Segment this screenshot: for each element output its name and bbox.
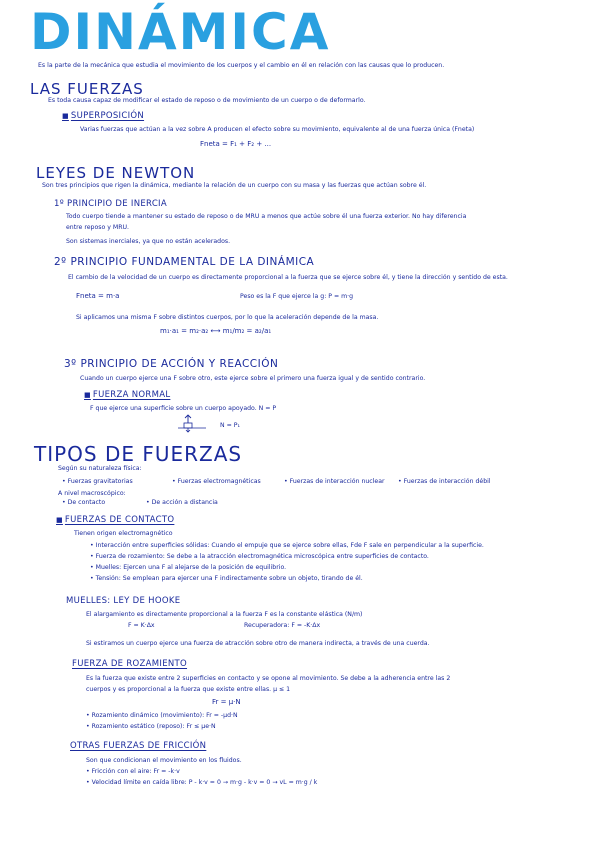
tipos-naturaleza-item-1: • Fuerzas gravitatorias bbox=[62, 478, 133, 485]
tipos-macro-item-1: • De contacto bbox=[62, 499, 106, 506]
rozamiento-line-2: cuerpos y es proporcional a la fuerza que existe entre ellas. μ ≤ 1 bbox=[86, 686, 291, 693]
fundamental-formula-2: Peso es la F que ejerce la g: P = m·g bbox=[240, 293, 354, 300]
friccion-item-2: • Velocidad límite en caída libre: P - k·v = 0 → m·g - k·v = 0 → vL = m·g / k bbox=[86, 779, 318, 786]
heading-principio-fundamental: 2º PRINCIPIO FUNDAMENTAL DE LA DINÁMICA bbox=[54, 256, 315, 268]
tipos-naturaleza-item-2: • Fuerzas electromagnéticas bbox=[172, 478, 261, 485]
heading-fuerza-rozamiento: FUERZA DE ROZAMIENTO bbox=[72, 659, 188, 669]
contacto-item-1: • Interacción entre superficies sólidas: Cuando el empuje que se ejerce sobre ellas, Fde F sale en perpendicular a la superficie. bbox=[90, 542, 484, 549]
heading-fuerza-normal: ■ FUERZA NORMAL bbox=[84, 390, 170, 400]
tipos-naturaleza-item-3: • Fuerzas de interacción nuclear bbox=[284, 478, 385, 485]
contacto-item-4: • Tensión: Se emplean para ejercer una F indirectamente sobre un objeto, tirando de él. bbox=[90, 575, 363, 582]
superposicion-text: Varias fuerzas que actúan a la vez sobre A producen el efecto sobre su movimiento, equivalente al de una fuerza única (Fneta) bbox=[80, 126, 475, 133]
fundamental-line-1: El cambio de la velocidad de un cuerpo es directamente proporcional a la fuerza que se ejerce sobre él, y tiene la dirección y sentido de esta. bbox=[68, 274, 508, 281]
fuerzas-definition: Es toda causa capaz de modificar el estado de reposo o de movimiento de un cuerpo o de deformarlo. bbox=[48, 97, 366, 104]
heading-superposicion: ■ SUPERPOSICIÓN bbox=[62, 111, 144, 121]
heading-leyes-newton: LEYES DE NEWTON bbox=[36, 164, 196, 182]
inercia-line-2: entre reposo y MRU. bbox=[66, 224, 130, 231]
heading-accion-reaccion: 3º PRINCIPIO DE ACCIÓN Y REACCIÓN bbox=[64, 358, 279, 370]
heading-las-fuerzas: LAS FUERZAS bbox=[30, 80, 144, 98]
fundamental-formula-3: m₁·a₁ = m₂·a₂ ⟷ m₁/m₂ = a₂/a₁ bbox=[160, 327, 272, 335]
heading-tipos-fuerzas: TIPOS DE FUERZAS bbox=[34, 442, 243, 466]
normal-text: F que ejerce una superficie sobre un cuerpo apoyado. N = P bbox=[90, 405, 277, 412]
hooke-formula-2: Recuperadora: F = -K·Δx bbox=[244, 622, 321, 629]
page-title: DINÁMICA bbox=[30, 3, 331, 61]
normal-force-sketch-icon bbox=[176, 413, 210, 433]
contacto-intro: Tienen origen electromagnético bbox=[74, 530, 173, 537]
friccion-item-1: • Fricción con el aire: Fr = -k·v bbox=[86, 768, 180, 775]
hooke-formula-1: F = K·Δx bbox=[128, 622, 155, 629]
heading-principio-inercia: 1º PRINCIPIO DE INERCIA bbox=[54, 199, 167, 209]
hooke-line-1: El alargamiento es directamente proporcional a la fuerza F es la constante elástica (N/m) bbox=[86, 611, 363, 618]
inercia-line-3: Son sistemas inerciales, ya que no están acelerados. bbox=[66, 238, 231, 245]
tipos-macro-label: A nivel macroscópico: bbox=[58, 490, 126, 497]
contacto-item-3: • Muelles: Ejercen una F al alejarse de la posición de equilibrio. bbox=[90, 564, 287, 571]
rozamiento-item-2: • Rozamiento estático (reposo): Fr ≤ μe·N bbox=[86, 723, 216, 730]
newton-intro: Son tres principios que rigen la dinámica, mediante la relación de un cuerpo con su masa y las fuerzas que actúan sobre él. bbox=[42, 182, 427, 189]
rozamiento-formula: Fr = μ·N bbox=[212, 698, 241, 706]
normal-figure-label: N = P₁ bbox=[220, 422, 240, 429]
friccion-line-1: Son que condicionan el movimiento en los fluidos. bbox=[86, 757, 242, 764]
superposicion-formula: Fneta = F₁ + F₂ + ... bbox=[200, 140, 272, 148]
heading-fuerzas-contacto: ■ FUERZAS DE CONTACTO bbox=[56, 515, 174, 525]
tipos-naturaleza-item-4: • Fuerzas de interacción débil bbox=[398, 478, 491, 485]
intro-text: Es la parte de la mecánica que estudia el movimiento de los cuerpos y el cambio en él en relación con las causas que lo producen. bbox=[38, 62, 445, 69]
accion-reaccion-text: Cuando un cuerpo ejerce una F sobre otro, este ejerce sobre el primero una fuerza igual y de sentido contrario. bbox=[80, 375, 426, 382]
tipos-macro-item-2: • De acción a distancia bbox=[146, 499, 218, 506]
fundamental-line-2: Si aplicamos una misma F sobre distintos cuerpos, por lo que la aceleración depende de la masa. bbox=[76, 314, 379, 321]
rozamiento-line-1: Es la fuerza que existe entre 2 superficies en contacto y se opone al movimiento. Se debe a la adherencia entre las 2 bbox=[86, 675, 451, 682]
fundamental-formula-1: Fneta = m·a bbox=[76, 292, 120, 300]
tipos-naturaleza-label: Según su naturaleza física: bbox=[58, 465, 142, 472]
contacto-item-2: • Fuerza de rozamiento: Se debe a la atracción electromagnética microscópica entre superficies de contacto. bbox=[90, 553, 429, 560]
rozamiento-item-1: • Rozamiento dinámico (movimiento): Fr = -μd·N bbox=[86, 712, 238, 719]
heading-otras-fuerzas-friccion: OTRAS FUERZAS DE FRICCIÓN bbox=[70, 741, 207, 751]
heading-ley-hooke: MUELLES: LEY DE HOOKE bbox=[66, 596, 181, 606]
hooke-line-2: Si estiramos un cuerpo ejerce una fuerza de atracción sobre otro de manera indirecta, a través de una cuerda. bbox=[86, 640, 430, 647]
inercia-line-1: Todo cuerpo tiende a mantener su estado de reposo o de MRU a menos que actúe sobre él una fuerza exterior. No hay diferencia bbox=[66, 213, 467, 220]
